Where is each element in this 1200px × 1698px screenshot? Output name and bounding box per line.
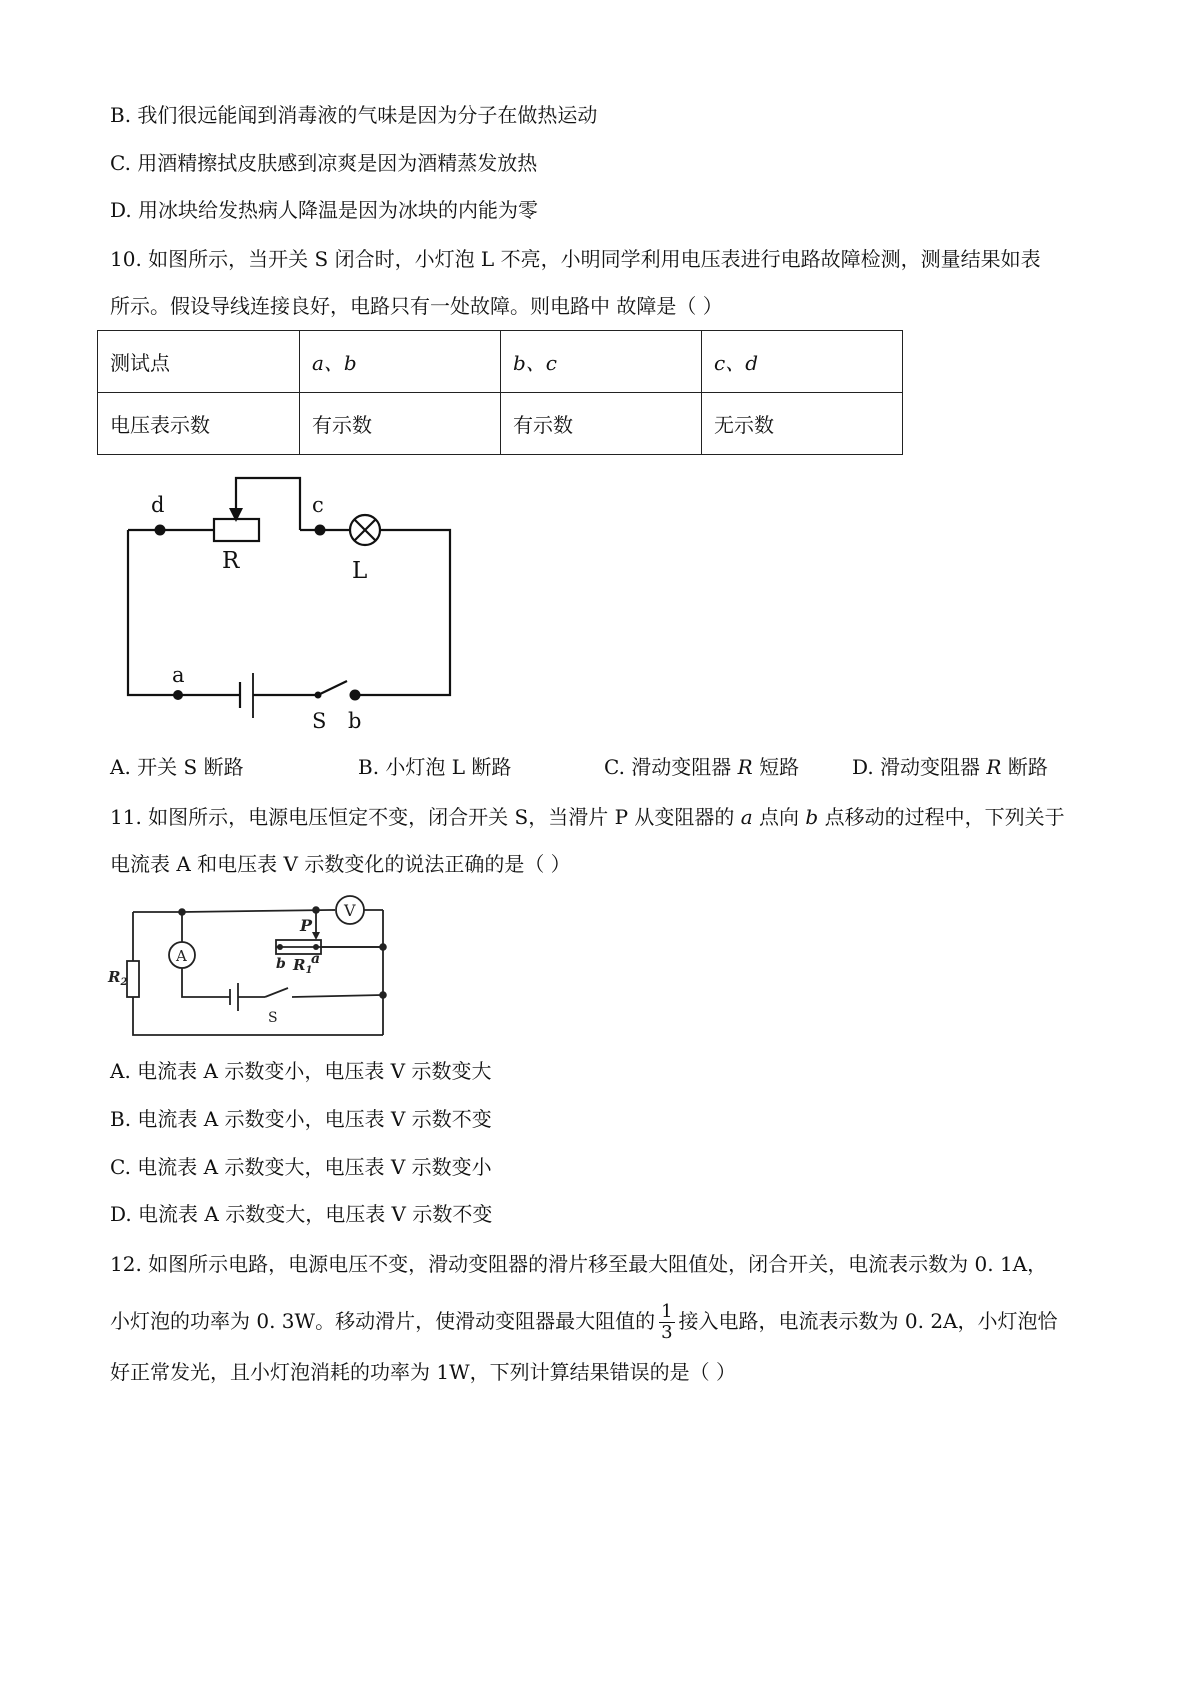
table-cell: c、d bbox=[702, 331, 903, 393]
q12-stem-line1: 12. 如图所示电路，电源电压不变，滑动变阻器的滑片移至最大阻值处，闭合开关，电流表示数为 0. 1A， bbox=[110, 1252, 1048, 1276]
fraction-one-third: $\frac{1}{3}$ bbox=[661, 1301, 673, 1343]
q11-stem-line2: 电流表 A 和电压表 V 示数变化的说法正确的是（ ） bbox=[110, 852, 571, 876]
table-cell: 有示数 bbox=[300, 393, 501, 455]
q9-option-d: D. 用冰块给发热病人降温是因为冰块的内能为零 bbox=[110, 198, 539, 222]
q12-stem-line3: 好正常发光，且小灯泡消耗的功率为 1W，下列计算结果错误的是（ ） bbox=[110, 1360, 736, 1384]
q9-option-c: C. 用酒精擦拭皮肤感到凉爽是因为酒精蒸发放热 bbox=[110, 151, 538, 175]
label-r: R bbox=[222, 548, 240, 574]
label-r1: $R_1$ bbox=[293, 956, 313, 976]
q11-option-b: B. 电流表 A 示数变小，电压表 V 示数不变 bbox=[110, 1107, 492, 1131]
label-s: S bbox=[268, 1010, 278, 1026]
q10-stem-line1: 10. 如图所示，当开关 S 闭合时，小灯泡 L 不亮，小明同学利用电压表进行电路故障检测，测量结果如表 bbox=[110, 247, 1041, 271]
label-b: b bbox=[348, 709, 362, 733]
ammeter-label: A bbox=[176, 947, 187, 965]
label-p: P bbox=[300, 916, 313, 935]
q11-option-a: A. 电流表 A 示数变小，电压表 V 示数变大 bbox=[110, 1059, 492, 1083]
label-a: a bbox=[311, 951, 321, 967]
q10-option-c: C. 滑动变阻器 R 短路 bbox=[604, 755, 800, 779]
label-a: a bbox=[172, 663, 185, 687]
label-d: d bbox=[151, 493, 165, 517]
q10-option-a: A. 开关 S 断路 bbox=[110, 755, 244, 779]
q10-option-b: B. 小灯泡 L 断路 bbox=[358, 755, 512, 779]
table-cell: 无示数 bbox=[702, 393, 903, 455]
table-cell: 有示数 bbox=[501, 393, 702, 455]
q11-option-d: D. 电流表 A 示数变大，电压表 V 示数不变 bbox=[110, 1202, 493, 1226]
label-s: S bbox=[312, 709, 327, 733]
table-cell: a、b bbox=[300, 331, 501, 393]
label-l: L bbox=[352, 558, 368, 584]
table-cell: 测试点 bbox=[98, 331, 300, 393]
q11-stem-line1: 11. 如图所示，电源电压恒定不变，闭合开关 S，当滑片 P 从变阻器的 a 点向 b 点移动的过程中，下列关于 bbox=[110, 805, 1065, 829]
q11-circuit-nodes bbox=[178, 906, 387, 999]
table-cell: 电压表示数 bbox=[98, 393, 300, 455]
label-c: c bbox=[312, 493, 324, 517]
q10-option-d: D. 滑动变阻器 R 断路 bbox=[852, 755, 1048, 779]
q12-stem-line2: 小灯泡的功率为 0. 3W。移动滑片，使滑动变阻器最大阻值的 $\frac{1}{3}$ 接入电路，电流表示数为 0. 2A，小灯泡恰 bbox=[110, 1301, 1058, 1343]
voltmeter-label: V bbox=[344, 901, 356, 920]
table-cell: b、c bbox=[501, 331, 702, 393]
q11-option-c: C. 电流表 A 示数变大，电压表 V 示数变小 bbox=[110, 1155, 492, 1179]
q9-option-b: B. 我们很远能闻到消毒液的气味是因为分子在做热运动 bbox=[110, 103, 598, 127]
label-r2: $R_2$ bbox=[108, 968, 128, 988]
label-b: b bbox=[276, 956, 286, 972]
q10-stem-line2: 所示。假设导线连接良好，电路只有一处故障。则电路中 故障是（ ） bbox=[110, 294, 723, 318]
